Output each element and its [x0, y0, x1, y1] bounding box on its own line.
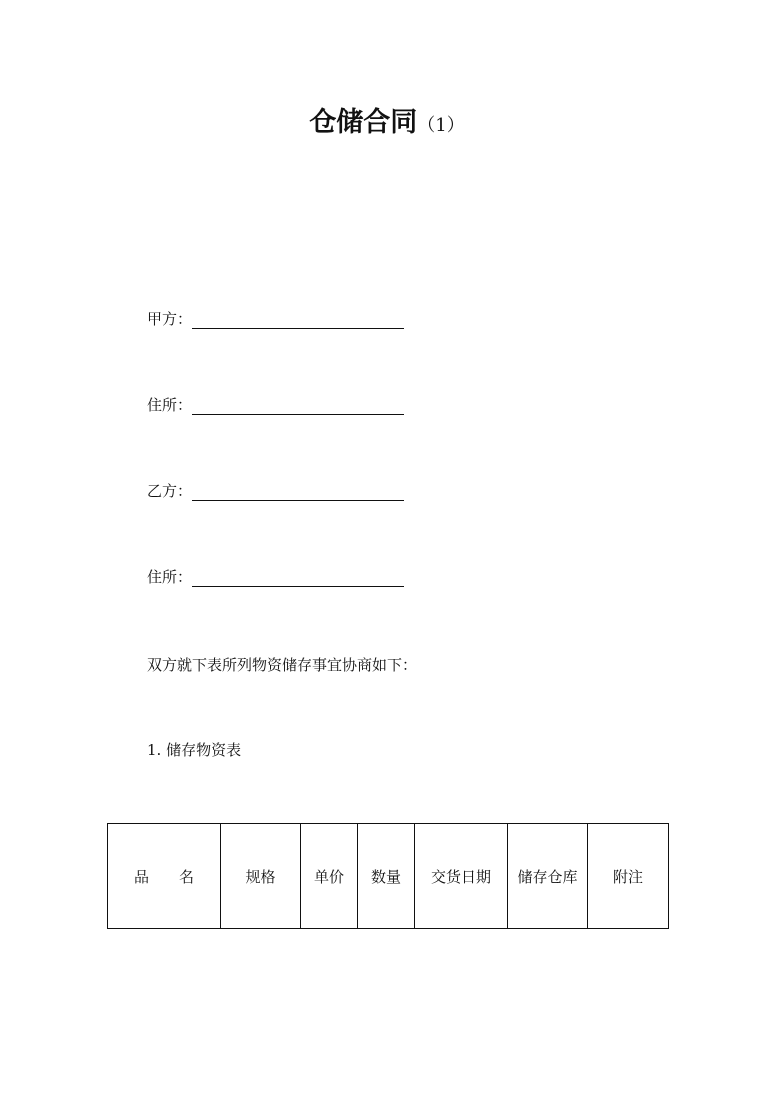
header-remarks: 附注 [588, 824, 669, 929]
table-header-row [108, 824, 669, 929]
header-spec: 规格 [221, 824, 301, 929]
title-main: 仓储合同 [309, 107, 418, 138]
header-quantity: 数量 [358, 824, 415, 929]
document-title [0, 100, 774, 139]
title-number: （1） [417, 115, 465, 136]
header-unit-price: 单价 [301, 824, 358, 929]
party-a-field [147, 308, 404, 330]
header-storage-warehouse: 储存仓库 [508, 824, 588, 929]
party-b-field [147, 480, 404, 502]
party-a-blank[interactable] [192, 310, 404, 329]
party-a-address-blank[interactable] [192, 396, 404, 415]
party-a-address-field [147, 394, 404, 416]
party-b-blank[interactable] [192, 482, 404, 501]
section-1-heading: 1. 储存物资表 [147, 741, 242, 759]
header-product-name-char-2: 名 [179, 867, 195, 886]
header-delivery-date: 交货日期 [415, 824, 508, 929]
header-product-name-char-1: 品 [133, 867, 149, 886]
party-b-address-field [147, 566, 404, 588]
party-a-label: 甲方： [147, 310, 193, 328]
party-b-label: 乙方： [147, 482, 193, 500]
storage-goods-table [107, 823, 669, 929]
intro-paragraph: 双方就下表所列物资储存事宜协商如下： [147, 656, 418, 674]
party-a-address-label: 住所： [147, 396, 193, 414]
header-product-name [108, 824, 221, 929]
party-b-address-label: 住所： [147, 568, 193, 586]
party-b-address-blank[interactable] [192, 568, 404, 587]
